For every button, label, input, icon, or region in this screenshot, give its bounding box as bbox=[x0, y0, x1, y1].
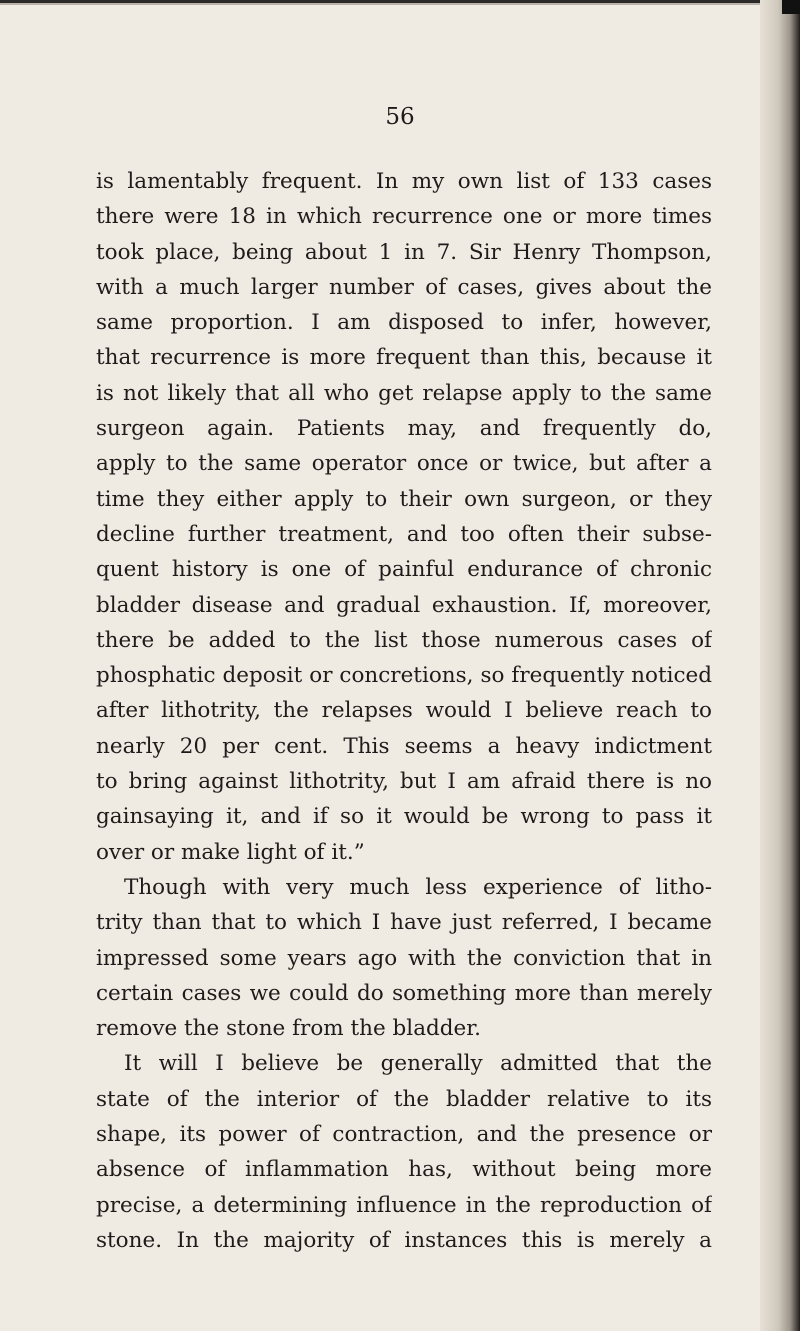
text-line: remove the stone from the bladder. bbox=[96, 1016, 482, 1042]
text-line: trity than that to which I have just referred, I became bbox=[96, 910, 712, 936]
text-line: shape, its power of contraction, and the presence or bbox=[96, 1122, 712, 1148]
top-rule-shadow bbox=[0, 3, 770, 5]
text-line: same proportion. I am disposed to infer, however, bbox=[96, 310, 712, 336]
text-line: apply to the same operator once or twice, but after a bbox=[96, 451, 712, 477]
text-line: with a much larger number of cases, gives about the bbox=[96, 274, 712, 300]
paragraph-start-line: It will I believe be generally admitted that the bbox=[124, 1051, 712, 1077]
text-line: took place, being about 1 in 7. Sir Henry Thompson, bbox=[96, 239, 712, 265]
text-line: stone. In the majority of instances this is merely a bbox=[96, 1227, 712, 1253]
paragraph-start-line: Though with very much less experience of litho- bbox=[124, 874, 712, 900]
text-line: absence of inflammation has, without being more bbox=[96, 1157, 712, 1183]
text-line: there were 18 in which recurrence one or more times bbox=[96, 204, 712, 230]
body-text bbox=[96, 164, 712, 1258]
text-line: precise, a determining influence in the reproduction of bbox=[96, 1192, 712, 1218]
text-line: nearly 20 per cent. This seems a heavy indictment bbox=[96, 733, 712, 759]
text-line: certain cases we could do something more than merely bbox=[96, 980, 712, 1006]
text-line: is lamentably frequent. In my own list of 133 cases bbox=[96, 169, 712, 194]
text-line: quent history is one of painful endurance of chronic bbox=[96, 557, 712, 583]
page-edge-shadow bbox=[760, 0, 800, 1331]
text-line: to bring against lithotrity, but I am afraid there is no bbox=[96, 769, 712, 795]
text-line: bladder disease and gradual exhaustion. If, moreover, bbox=[96, 592, 712, 618]
text-line: surgeon again. Patients may, and frequently do, bbox=[96, 416, 712, 442]
text-line: after lithotrity, the relapses would I believe reach to bbox=[96, 698, 712, 724]
text-line: impressed some years ago with the conviction that in bbox=[96, 945, 712, 971]
text-line: decline further treatment, and too often their subse- bbox=[96, 521, 712, 547]
page-number: 56 bbox=[385, 104, 415, 130]
text-line: over or make light of it.” bbox=[96, 839, 365, 865]
text-line: that recurrence is more frequent than this, because it bbox=[96, 345, 712, 371]
text-line: there be added to the list those numerous cases of bbox=[96, 627, 712, 653]
text-line: time they either apply to their own surgeon, or they bbox=[96, 486, 712, 512]
text-line: phosphatic deposit or concretions, so frequently noticed bbox=[96, 663, 712, 689]
page-corner-mark bbox=[782, 0, 800, 14]
text-line: state of the interior of the bladder relative to its bbox=[96, 1086, 712, 1112]
text-line: gainsaying it, and if so it would be wrong to pass it bbox=[96, 804, 712, 830]
text-line: is not likely that all who get relapse apply to the same bbox=[96, 380, 712, 406]
